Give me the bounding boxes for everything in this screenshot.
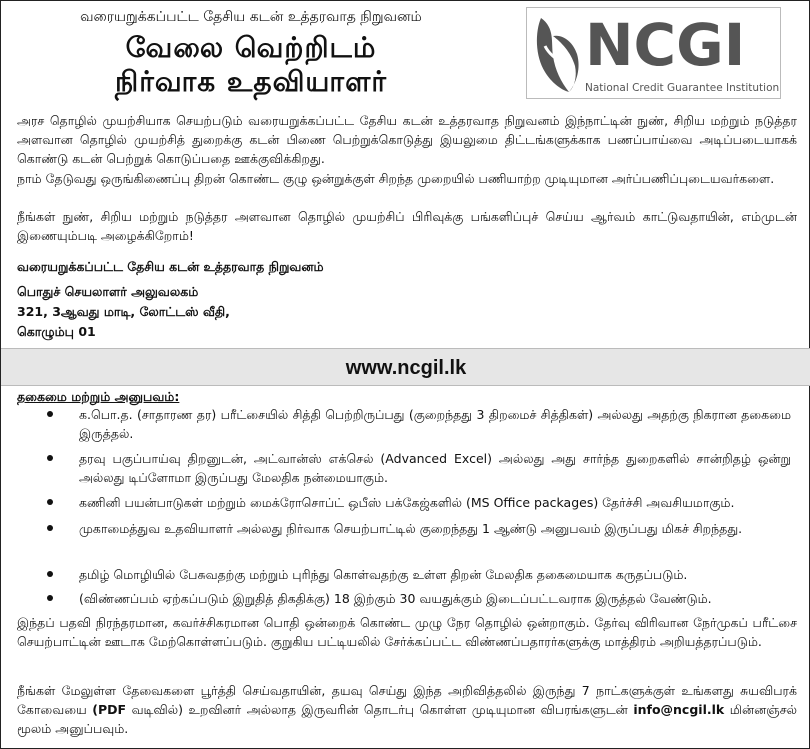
list-item-text: கணினி பயன்பாடுகள் மற்றும் மைக்ரோசொப்ட் ஒபீஸ் பக்கேஜ்களில் (MS Office packages) தேர்ச்சி அவசியமாகும். xyxy=(79,495,735,510)
list-item-text: க.பொ.த. (சாதாரண தர) பரீட்சையில் சித்தி பெற்றிருப்பது (குறைந்தது 3 திறமைச் சித்திகள்) அல்லது அதற்கு நிகரான தகைமை இருத்தல். xyxy=(79,407,791,441)
website-band xyxy=(1,348,810,386)
closing-text-end: மின்னஞ்சல் மூலம் அனுப்பவும். xyxy=(17,702,798,736)
bullet-icon xyxy=(47,499,53,505)
closing-text-mid: வடிவில்) உறவினர் அல்லாத இருவரின் தொடர்பு கொள்ள முடியுமான விபரங்களுடன் xyxy=(126,702,634,717)
bullet-icon xyxy=(47,525,53,531)
logo-brand: NCGI xyxy=(585,11,746,79)
intro-paragraph-1: அரச தொழில் முயற்சியாக செயற்படும் வரையறுக்கப்பட்ட தேசிய கடன் உத்தரவாத நிறுவனம் இந்நாட்டின் நுண், சிறிய மற்றும் நடுத்தர அளவான தொழில் முயற்சித் துறைக்கு கடன் பிணை பெற்றுக்கொடுத்து இயலுமை திட்டங்களுக்காக பணப்பாய்வை அடிப்படையாகக் கொண்டு கடன் பெற்றுக் கொடுப்பதை ஊக்குவிக்கிறது. xyxy=(17,113,797,166)
header xyxy=(1,1,810,105)
list-item-text: தமிழ் மொழியில் பேசுவதற்கு மற்றும் புரிந்து கொள்வதற்கு உள்ள திறன் மேலதிக தகைமையாக கருதப்படும். xyxy=(79,567,688,582)
closing-paragraph-2 xyxy=(17,681,797,738)
address-street: 321, 3ஆவது மாடி, லோட்டஸ் வீதி, xyxy=(17,304,230,319)
hand-shield-icon xyxy=(531,12,583,96)
intro-paragraph-3: நீங்கள் நுண், சிறிய மற்றும் நடுத்தர அளவான தொழில் முயற்சிப் பிரிவுக்கு பங்களிப்புச் செய்ய ஆர்வம் காட்டுவதாயின், எம்முடன் இணையும்படி அழைக்கிறோம்! xyxy=(17,209,797,243)
bullet-icon xyxy=(47,455,53,461)
email-link[interactable]: info@ncgil.lk xyxy=(633,702,725,717)
list-item-text: முகாமைத்துவ உதவியாளர் அல்லது நிர்வாக செயற்பாட்டில் குறைந்தது 1 ஆண்டு அனுபவம் இருப்பது மிகச் சிறந்தது. xyxy=(79,521,743,536)
list-item-text: தரவு பகுப்பாய்வு திறனுடன், அட்வான்ஸ் எக்செல் (Advanced Excel) அல்லது அது சார்ந்த துறைகளில் சான்றிதழ் ஒன்று அல்லது டிப்ளோமா இருப்பது மேலதிக நன்மையாகும். xyxy=(79,451,791,485)
organization-name: வரையறுக்கப்பட்ட தேசிய கடன் உத்தரவாத நிறுவனம் xyxy=(80,9,422,25)
address-organization: வரையறுக்கப்பட்ட தேசிய கடன் உத்தரவாத நிறுவனம் xyxy=(17,259,324,274)
title-position: நிர்வாக உதவியாளர் xyxy=(115,65,387,98)
bullet-icon xyxy=(47,411,53,417)
website-link[interactable]: www.ncgil.lk xyxy=(345,357,467,379)
closing-paragraph-1: இந்தப் பதவி நிரந்தரமான, கவர்ச்சிகரமான பொதி ஒன்றைக் கொண்ட முழு நேர தொழில் ஒன்றாகும். தேர்வு விரிவான நேர்முகப் பரீட்சை செயற்பாட்டின் ஊடாக மேற்கொள்ளப்படும். குறுகிய பட்டியலில் சேர்க்கப்பட்ட விண்ணப்பதாரர்களுக்கு மாத்திரம் அறியத்தரப்படும். xyxy=(17,615,797,649)
qualifications-heading: தகைமை மற்றும் அனுபவம்: xyxy=(17,389,180,404)
closing-text-pdf: (PDF xyxy=(92,702,127,717)
logo-subtitle: National Credit Guarantee Institution xyxy=(585,82,780,94)
list-item-text: (விண்ணப்பம் ஏற்கப்படும் இறுதித் திகதிக்கு) 18 இற்கும் 30 வயதுக்கும் இடைப்பட்டவராக இருத்தல் வேண்டும். xyxy=(79,591,712,606)
ncgi-logo xyxy=(526,7,781,99)
bullet-icon xyxy=(47,595,53,601)
bullet-icon xyxy=(47,571,53,577)
closing-text-start: நீங்கள் மேலுள்ள தேவைகளை பூர்த்தி செய்வதாயின், தயவு செய்து இந்த அறிவித்தலில் இருந்து 7 நாட்களுக்குள் உங்களது சுயவிபரக் கோவையை xyxy=(17,683,797,717)
intro-paragraph-2: நாம் தேடுவது ஒருங்கிணைப்பு திறன் கொண்ட குழு ஒன்றுக்குள் சிறந்த முறையில் பணியாற்ற முடியுமான அர்ப்பணிப்புடையவர்களை. xyxy=(17,171,775,186)
title-vacancy: வேலை வெற்றிடம் xyxy=(125,31,377,64)
address-city: கொழும்பு 01 xyxy=(17,324,96,339)
address-office: பொதுச் செயலாளர் அலுவலகம் xyxy=(17,284,199,299)
